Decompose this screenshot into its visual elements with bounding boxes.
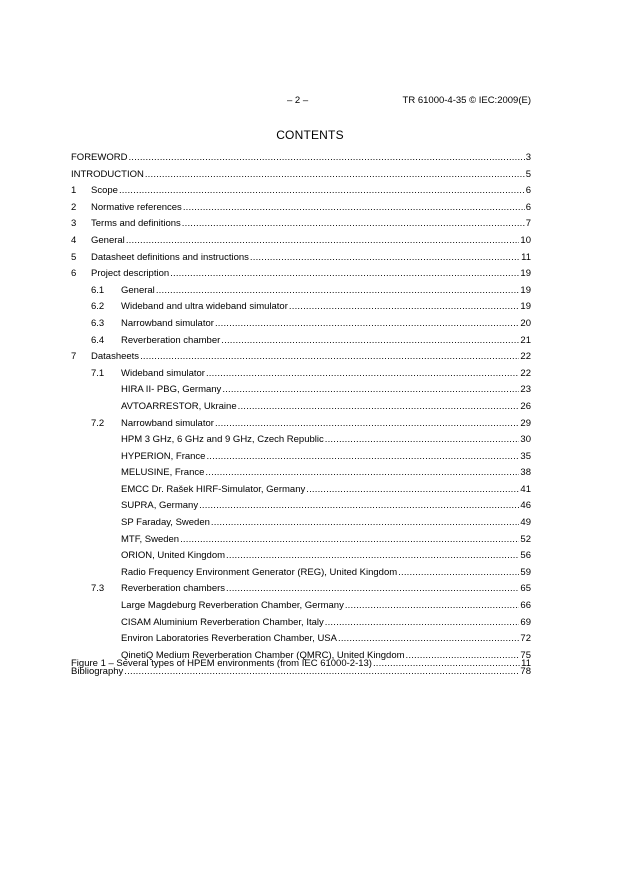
toc-entry[interactable] bbox=[71, 633, 531, 650]
toc-entry-title: CISAM Aluminium Reverberation Chamber, Italy bbox=[121, 616, 324, 628]
dot-leader bbox=[238, 401, 520, 412]
toc-entry-page: 41 bbox=[520, 483, 531, 495]
toc-entry[interactable] bbox=[71, 335, 531, 352]
toc-entry-title: Normative references bbox=[91, 201, 182, 213]
toc-entry-title: QinetiQ Medium Reverberation Chamber (QMRC), United Kingdom bbox=[121, 649, 405, 661]
toc-entry-number: 7.2 bbox=[91, 417, 105, 429]
toc-entry[interactable] bbox=[71, 368, 531, 385]
toc-entry[interactable] bbox=[71, 583, 531, 600]
toc-entry-number: 7.3 bbox=[91, 583, 105, 595]
dot-leader bbox=[206, 451, 519, 462]
toc-entry[interactable] bbox=[71, 185, 531, 202]
toc-entry-page: 3 bbox=[525, 152, 531, 163]
toc-entry-title: FOREWORD bbox=[71, 152, 128, 163]
dot-leader bbox=[206, 368, 519, 379]
toc-entry-number: 3 bbox=[71, 218, 77, 230]
toc-entry-title: Radio Frequency Environment Generator (REG), United Kingdom bbox=[121, 566, 398, 578]
dot-leader bbox=[226, 583, 519, 594]
toc-entry[interactable] bbox=[71, 351, 531, 368]
toc-entry-page: 22 bbox=[520, 351, 531, 363]
toc-entry-page: 26 bbox=[520, 400, 531, 412]
dot-leader bbox=[205, 467, 519, 478]
toc-entry[interactable] bbox=[71, 401, 531, 418]
dot-leader bbox=[211, 517, 520, 528]
toc-entry-title: Narrowband simulator bbox=[121, 417, 214, 429]
toc-entry-title: INTRODUCTION bbox=[71, 168, 144, 180]
toc-entry-title: Reverberation chamber bbox=[121, 334, 221, 346]
dot-leader bbox=[145, 169, 525, 180]
toc-entry-title: Bibliography bbox=[71, 666, 124, 678]
dot-leader bbox=[182, 218, 525, 229]
dot-leader bbox=[345, 600, 520, 611]
toc-entry-number: 5 bbox=[71, 251, 77, 263]
toc-entry[interactable] bbox=[71, 384, 531, 401]
toc-entry-page: 19 bbox=[520, 284, 531, 296]
toc-entry-title: Scope bbox=[91, 185, 118, 197]
toc-entry[interactable] bbox=[71, 484, 531, 501]
toc-entry[interactable] bbox=[71, 600, 531, 617]
toc-entry-page: 10 bbox=[520, 234, 531, 246]
toc-entry-title: Wideband and ultra wideband simulator bbox=[121, 301, 288, 313]
toc-entry-page: 21 bbox=[520, 334, 531, 346]
dot-leader bbox=[119, 185, 525, 196]
table-of-contents bbox=[71, 152, 531, 683]
dot-leader bbox=[338, 633, 519, 644]
toc-entry-page: 7 bbox=[525, 218, 531, 230]
list-of-figures bbox=[71, 658, 531, 678]
toc-entry-title: General bbox=[121, 284, 155, 296]
toc-entry-title: EMCC Dr. Rašek HIRF-Simulator, Germany bbox=[121, 483, 306, 495]
toc-entry-page: 35 bbox=[520, 450, 531, 462]
dot-leader bbox=[215, 318, 519, 329]
toc-entry-page: 20 bbox=[520, 317, 531, 329]
toc-entry[interactable] bbox=[71, 467, 531, 484]
toc-entry-title: Reverberation chambers bbox=[121, 583, 226, 595]
dot-leader bbox=[325, 434, 520, 445]
toc-entry-page: 46 bbox=[520, 500, 531, 512]
toc-entry[interactable] bbox=[71, 451, 531, 468]
toc-entry-page: 75 bbox=[520, 649, 531, 661]
dot-leader bbox=[226, 550, 519, 561]
toc-entry-title: SP Faraday, Sweden bbox=[121, 517, 210, 529]
toc-entry-title: HPM 3 GHz, 6 GHz and 9 GHz, Czech Republic bbox=[121, 434, 324, 446]
toc-entry-title: Datasheet definitions and instructions bbox=[91, 251, 249, 263]
toc-entry-title: Datasheets bbox=[91, 351, 140, 363]
dot-leader bbox=[306, 484, 519, 495]
contents-heading: CONTENTS bbox=[276, 128, 344, 142]
toc-entry[interactable] bbox=[71, 517, 531, 534]
toc-entry-title: Large Magdeburg Reverberation Chamber, Germany bbox=[121, 600, 344, 612]
toc-entry-page: 56 bbox=[520, 550, 531, 562]
toc-entry[interactable] bbox=[71, 285, 531, 302]
toc-entry-page: 52 bbox=[520, 533, 531, 545]
toc-entry-title: Environ Laboratories Reverberation Chamber, USA bbox=[121, 633, 337, 645]
toc-entry[interactable] bbox=[71, 567, 531, 584]
dot-leader bbox=[325, 617, 520, 628]
toc-entry-page: 38 bbox=[520, 467, 531, 479]
dot-leader bbox=[373, 658, 520, 669]
toc-entry-title: Terms and definitions bbox=[91, 218, 181, 230]
toc-entry[interactable] bbox=[71, 169, 531, 186]
toc-entry-page: 59 bbox=[520, 566, 531, 578]
toc-entry-number: 6.4 bbox=[91, 334, 105, 346]
toc-entry-number: 7 bbox=[71, 351, 77, 363]
toc-entry-page: 78 bbox=[520, 666, 531, 678]
toc-entry[interactable] bbox=[71, 418, 531, 435]
dot-leader bbox=[215, 418, 519, 429]
toc-entry-page: 30 bbox=[520, 434, 531, 446]
dot-leader bbox=[183, 202, 525, 213]
dot-leader bbox=[180, 534, 519, 545]
toc-entry-page: 6 bbox=[525, 185, 531, 197]
figures-entry[interactable] bbox=[71, 658, 531, 678]
dot-leader bbox=[289, 301, 520, 312]
page-number: – 2 – bbox=[287, 95, 309, 106]
toc-entry-page: 69 bbox=[520, 616, 531, 628]
toc-entry-number: 2 bbox=[71, 201, 77, 213]
document-reference: TR 61000-4-35 © IEC:2009(E) bbox=[402, 95, 531, 106]
dot-leader bbox=[199, 500, 519, 511]
toc-entry-page: 22 bbox=[520, 367, 531, 379]
toc-entry-page: 19 bbox=[520, 268, 531, 280]
toc-entry-page: 49 bbox=[520, 517, 531, 529]
toc-entry-title: HIRA II- PBG, Germany bbox=[121, 384, 222, 396]
toc-entry-number: 4 bbox=[71, 234, 77, 246]
dot-leader bbox=[398, 567, 519, 578]
toc-entry-title: Project description bbox=[91, 268, 170, 280]
toc-entry-title: General bbox=[91, 234, 125, 246]
toc-entry[interactable] bbox=[71, 318, 531, 335]
toc-entry-number: 6 bbox=[71, 268, 77, 280]
dot-leader bbox=[128, 152, 524, 163]
dot-leader bbox=[126, 235, 520, 246]
dot-leader bbox=[221, 335, 519, 346]
figures-entry-title: Figure 1 – Several types of HPEM environments (from IEC 61000-2-13) bbox=[71, 658, 372, 669]
toc-entry-title: MELUSINE, France bbox=[121, 467, 205, 479]
toc-entry-page: 65 bbox=[520, 583, 531, 595]
toc-entry-number: 7.1 bbox=[91, 367, 105, 379]
toc-entry[interactable] bbox=[71, 500, 531, 517]
toc-entry-number: 6.2 bbox=[91, 301, 105, 313]
toc-entry-page: 5 bbox=[525, 168, 531, 180]
dot-leader bbox=[156, 285, 520, 296]
toc-entry[interactable] bbox=[71, 202, 531, 219]
dot-leader bbox=[140, 351, 519, 362]
toc-entry[interactable] bbox=[71, 434, 531, 451]
toc-entry-number: 6.1 bbox=[91, 284, 105, 296]
toc-entry-title: ORION, United Kingdom bbox=[121, 550, 226, 562]
toc-entry[interactable] bbox=[71, 301, 531, 318]
toc-entry-page: 72 bbox=[520, 633, 531, 645]
toc-entry-title: Narrowband simulator bbox=[121, 317, 214, 329]
dot-leader bbox=[170, 268, 519, 279]
dot-leader bbox=[250, 252, 520, 263]
toc-entry-title: Wideband simulator bbox=[121, 367, 205, 379]
toc-entry-page: 29 bbox=[520, 417, 531, 429]
dot-leader bbox=[222, 384, 519, 395]
toc-entry[interactable] bbox=[71, 617, 531, 634]
toc-entry[interactable] bbox=[71, 550, 531, 567]
toc-entry[interactable] bbox=[71, 268, 531, 285]
toc-entry[interactable] bbox=[71, 235, 531, 252]
toc-entry-title: AVTOARRESTOR, Ukraine bbox=[121, 400, 237, 412]
toc-entry[interactable] bbox=[71, 152, 531, 169]
toc-entry-page: 6 bbox=[525, 201, 531, 213]
toc-entry[interactable] bbox=[71, 218, 531, 235]
toc-entry-page: 19 bbox=[520, 301, 531, 313]
toc-entry-number: 1 bbox=[71, 185, 77, 197]
toc-entry-number: 6.3 bbox=[91, 317, 105, 329]
toc-entry-title: HYPERION, France bbox=[121, 450, 206, 462]
figures-entry-page: 11 bbox=[521, 658, 531, 669]
toc-entry-page: 11 bbox=[521, 251, 531, 263]
toc-entry-title: MTF, Sweden bbox=[121, 533, 180, 545]
toc-entry[interactable] bbox=[71, 534, 531, 551]
toc-entry-page: 23 bbox=[520, 384, 531, 396]
toc-entry-page: 66 bbox=[520, 600, 531, 612]
page-header bbox=[0, 95, 620, 109]
toc-entry-title: SUPRA, Germany bbox=[121, 500, 199, 512]
toc-entry[interactable] bbox=[71, 252, 531, 269]
